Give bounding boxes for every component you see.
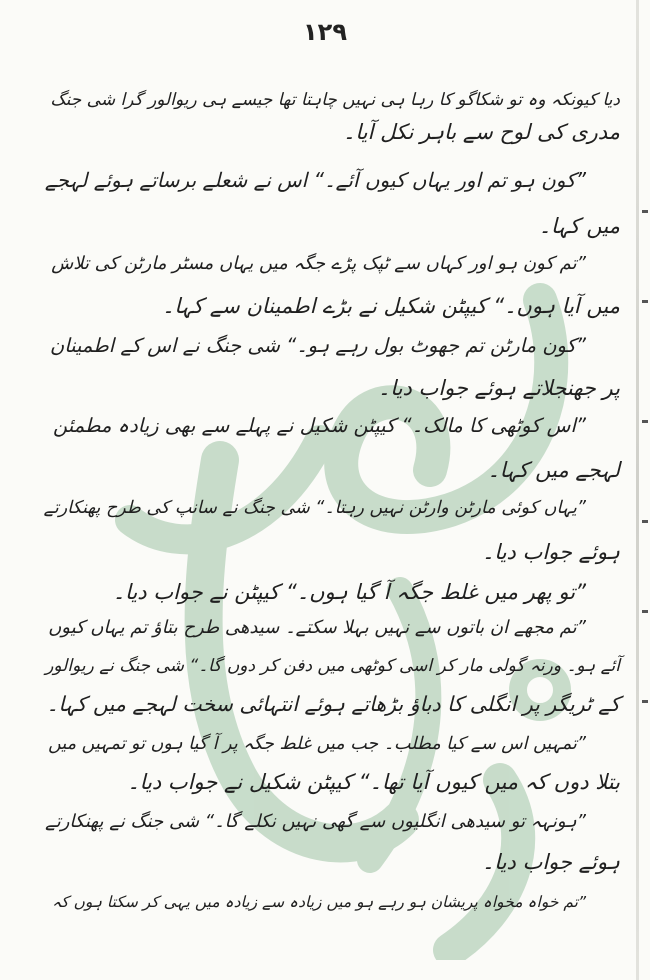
text-line: ”ہونہہ تو سیدھی انگلیوں سے گھی نہیں نکلے گا۔“ شی جنگ نے پھنکارتے [45, 811, 586, 832]
text-line: ”اس کوٹھی کا مالک۔“ کیپٹن شکیل نے پہلے سے بھی زیادہ مطمئن [53, 414, 586, 437]
text-line: ”یہاں کوئی مارٹن وارٹن نہیں رہتا۔“ شی جنگ نے سانپ کی طرح پھنکارتے [43, 498, 586, 518]
text-line: ”تم مجھے ان باتوں سے نہیں بہلا سکتے۔ سیدھی طرح بتاؤ تم یہاں کیوں [48, 617, 586, 638]
text-line: بتلا دوں کہ میں کیوں آیا تھا۔“ کیپٹن شکیل نے جواب دیا۔ [127, 770, 620, 794]
text-line: آئے ہو۔ ورنہ گولی مار کر اسی کوٹھی میں دفن کر دوں گا۔“ شی جنگ نے ریوالور [45, 656, 620, 676]
text-line: ہوئے جواب دیا۔ [482, 850, 620, 874]
edge-marks [640, 0, 650, 980]
text-line: ”کون ہو تم اور یہاں کیوں آئے۔“ اس نے شعلے برساتے ہوئے لہجے [44, 168, 586, 192]
page-gutter [636, 0, 639, 980]
text-line: دیا کیونکہ وہ تو شکاگو کا رہا ہی نہیں چاہتا تھا جیسے ہی ریوالور گرا شی جنگ [50, 90, 620, 110]
text-line: ”کون مارٹن تم جھوٹ بول رہے ہو۔“ شی جنگ نے اس کے اطمینان [49, 334, 586, 357]
text-line: کے ٹریگر پر انگلی کا دباؤ بڑھاتے ہوئے انتہائی سخت لہجے میں کہا۔ [46, 692, 620, 716]
text-line: ”تم کون ہو اور کہاں سے ٹپک پڑے جگہ میں یہاں مسٹر مارٹن کی تلاش [51, 253, 586, 274]
text-line: میں آیا ہوں۔“ کیپٹن شکیل نے بڑے اطمینان سے کہا۔ [162, 294, 620, 318]
text-line: ہوئے جواب دیا۔ [482, 540, 620, 564]
text-line: میں کہا۔ [538, 214, 620, 238]
text-line: مدری کی لوح سے باہر نکل آیا۔ [343, 120, 620, 144]
text-line: پر جھنجلاتے ہوئے جواب دیا۔ [377, 376, 620, 400]
text-line: ”تمہیں اس سے کیا مطلب۔ جب میں غلط جگہ پر آ گیا ہوں تو تمہیں میں [48, 734, 586, 754]
text-line: ”تو پھر میں غلط جگہ آ گیا ہوں۔“ کیپٹن نے جواب دیا۔ [112, 580, 586, 604]
page-number: ١٢٩ [303, 18, 347, 46]
text-line: لہجے میں کہا۔ [487, 458, 620, 482]
text-line: ”تم خواہ مخواہ پریشان ہو رہے ہو میں زیادہ سے زیادہ میں یہی کر سکتا ہوں کہ [52, 893, 586, 911]
